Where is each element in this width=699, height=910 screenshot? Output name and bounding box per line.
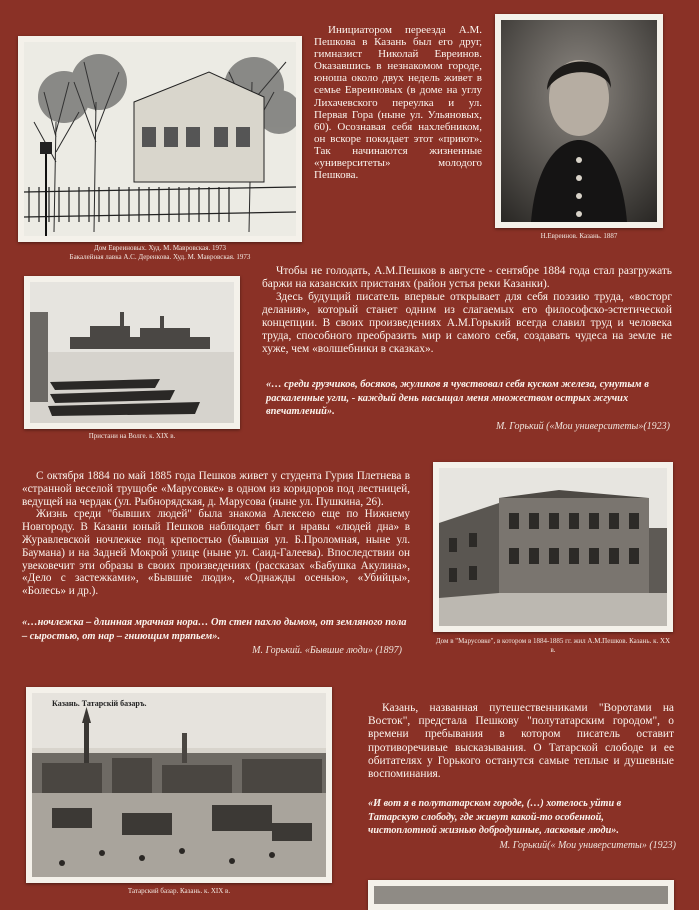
block3-paragraph-1: С октября 1884 по май 1885 года Пешков живет у студента Гурия Плетнева в «странной веселой трущобе «Марусовке» в одном из коридоров под лестницей, ведущей на чердак (ул. Рыбнорядская, д. Марусова (ныне ул. Пушкина, 26). (22, 470, 410, 508)
next-photo-partial (368, 880, 674, 910)
pier-photo (24, 276, 240, 429)
block2-quote: «… среди грузчиков, босяков, жуликов я чувствовал себя куском железа, сунутым в раскаленные угли, - каждый день насыщал меня множеством острых жгучих впечатлений». (266, 379, 649, 417)
house-drawing-photo (18, 36, 302, 242)
block4-quote: «И вот я в полутатарском городе, (…) хотелось уйти в Татарскую слободу, где живут какой-то особенной, чистоплотной жизнью добродушные, ласковые люди». (368, 798, 622, 836)
bazaar-postcard (26, 687, 332, 883)
caption-bazaar: Татарский базар. Казань. к. XIX в. (127, 887, 231, 895)
caption-portrait: Н.Евреинов. Казань. 1887 (540, 232, 618, 240)
house-drawing (24, 42, 296, 236)
marusovka-building (439, 468, 667, 626)
caption-house-2: Бакалейная лавка А.С. Деренкова. Худ. М. Мавровская. 1973 (69, 253, 251, 261)
tatar-bazaar (32, 693, 326, 877)
portrait-photo (495, 14, 663, 228)
block1-paragraph: Инициатором переезда А.М. Пешкова в Казань был его друг, гимназист Николай Евреинов. Оказавшись в незнакомом городе, юноша около двух недель живет в семье Евреиновых (в доме на углу Лихачевского переулка и ул. Первая Гора (ныне ул. Ульяновых, 60). Осознавая себя нахлебником, он вскоре покидает этот «приют». Так начинаются жизненные «университеты» молодого Пешкова. (314, 24, 482, 182)
block1-text (314, 24, 482, 181)
block4-attribution: М. Горький(« Мои университеты» (1923) (499, 840, 676, 851)
block3-text (22, 470, 410, 598)
block3-quote: «…ночлежка – длинная мрачная нора… От стен пахло дымом, от земляного пола – сыростью, от нар – гниющим тряпьем». (22, 617, 407, 642)
block2-text (262, 265, 672, 356)
caption-marusovka: Дом в "Марусовке", в котором в 1884-1885 гг. жил А.М.Пешков. Казань. к. XX в. (435, 637, 671, 654)
block2-paragraph-1: Чтобы не голодать, А.М.Пешков в августе - сентябре 1884 года стал разгружать баржи на казанских пристанях (район устья реки Казанки). (262, 265, 672, 290)
portrait-evreinov (501, 20, 657, 222)
block4-text (368, 702, 674, 781)
postcard-label: Казань. Татарскій базаръ. (52, 699, 147, 708)
marusovka-photo (433, 462, 673, 632)
pier-volga (30, 282, 234, 423)
caption-house-1: Дом Евреиновых. Худ. М. Мавровская. 1973 (94, 244, 226, 252)
block2-paragraph-2: Здесь будущий писатель впервые открывает для себя поэзию труда, «восторг делания», который станет одним из слагаемых его философско-эстетической концепции. В своих произведениях А.М.Горький всегда славил труд и человека труда, способного преобразить мир и самого себя, создавать чудеса на земле не хуже, чем «волшебники в сказках». (262, 291, 672, 355)
block3-attribution: М. Горький. «Бывшие люди» (1897) (252, 645, 402, 656)
block3-paragraph-2: Жизнь среди "бывших людей" была знакома Алексею еще по Нижнему Новгороду. В Казани юный Пешков наблюдает быт и нравы «людей дна» в Журавлевской ночлежке под крепостью (бывшая ул. Б.Проломная, ныне ул. Баумана) и на Задней Мокрой улице (ныне ул. Саид-Галеева). Впоследствии он увековечит эти образы в своих произведениях (рассказах «Бабушка Акулина», «Дело с застежками», «Бывшие люди», «Однажды осенью», «Убийцы», «Болесь» и др.). (22, 508, 410, 598)
caption-pier: Пристани на Волге. к. XIX в. (88, 432, 176, 440)
block2-attribution: М. Горький («Мои университеты»(1923) (495, 421, 670, 432)
block4-paragraph: Казань, названная путешественниками "Воротами на Восток", предстала Пешкову "полутатарским городом", о времени пребывания в котором писатель оставит противоречивые высказывания. О Татарской слободе и ее обитателях у Горького останутся самые теплые и душевные воспоминания. (368, 702, 674, 781)
